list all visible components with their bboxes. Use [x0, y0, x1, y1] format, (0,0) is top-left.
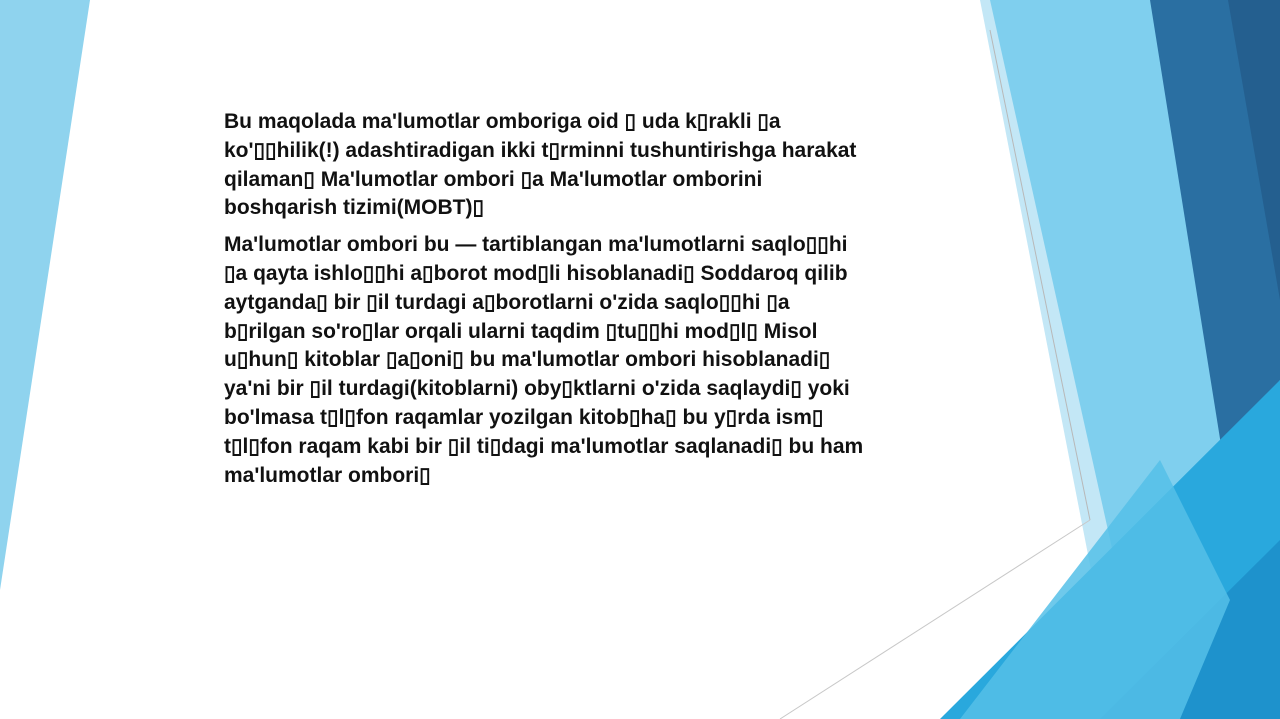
slide-text-body [224, 108, 864, 490]
left-accent-strip [0, 0, 90, 590]
paragraph-intro: Bu maqolada ma'lumotlar omboriga oid ▯ uda k▯rakli ▯a ko'▯▯hilik(!) adashtiradigan ikki t▯rminni tushuntirishga harakat qilaman▯ Ma'lumotlar ombori ▯a Ma'lumotlar omborini boshqarish tizimi(MOBT)▯ [224, 110, 857, 220]
paragraph-definition: Ma'lumotlar ombori bu — tartiblangan ma'lumotlarni saqlo▯▯hi ▯a qayta ishlo▯▯hi a▯borot mod▯li hisoblanadi▯ Soddaroq qilib aytganda▯ bir ▯il turdagi a▯borotlarni o'zida saqlo▯▯hi ▯a b▯rilgan so'ro▯lar orqali ularni taqdim ▯tu▯▯hi mod▯l▯ Misol u▯hun▯ kitoblar ▯a▯oni▯ bu ma'lumotlar ombori hisoblanadi▯ ya'ni bir ▯il turdagi(kitoblarni) oby▯ktlarni o'zida saqlaydi▯ yoki bo'lmasa t▯l▯fon raqamlar yozilgan kitob▯ha▯ bu y▯rda ism▯ t▯l▯fon raqam kabi bir ▯il ti▯dagi ma'lumotlar saqlanadi▯ bu ham ma'lumotlar ombori▯ [224, 233, 864, 487]
